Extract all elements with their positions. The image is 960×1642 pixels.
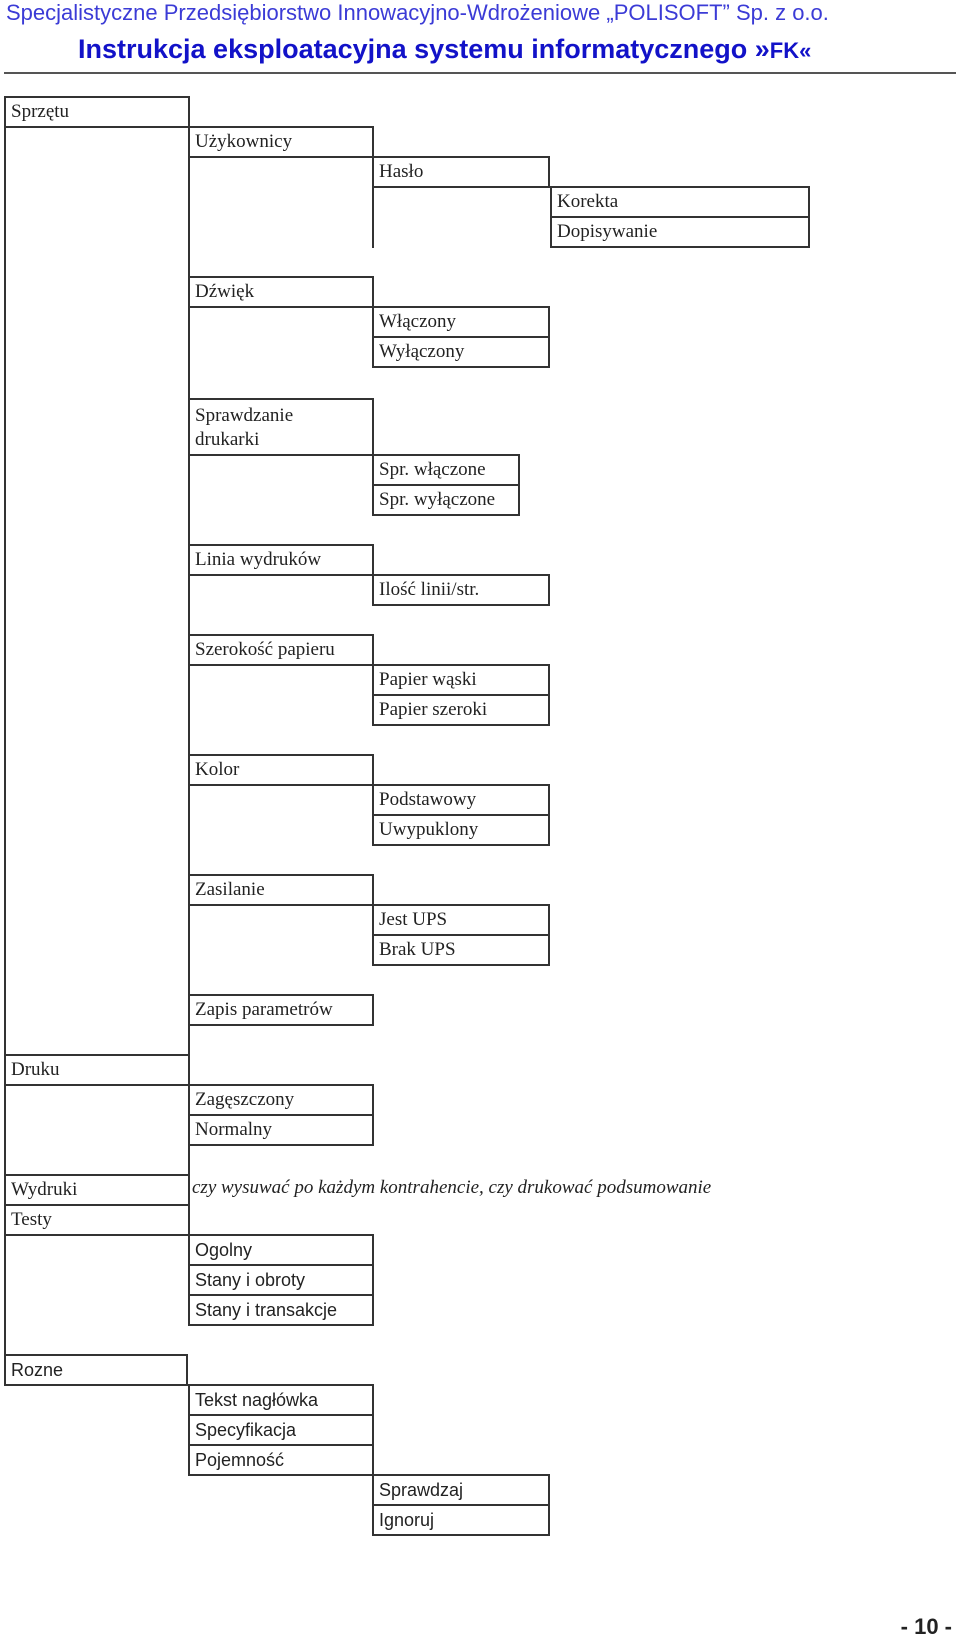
header-rule <box>4 72 956 74</box>
menu-brak-ups[interactable]: Brak UPS <box>372 934 550 966</box>
document-title <box>78 34 958 72</box>
menu-zapis-parametrow[interactable]: Zapis parametrów <box>188 994 374 1026</box>
menu-wydruki[interactable]: Wydruki <box>4 1174 190 1206</box>
menu-dopisywanie[interactable]: Dopisywanie <box>550 216 810 248</box>
menu-sprawdzanie-drukarki[interactable] <box>188 398 374 456</box>
menu-uwypuklony[interactable]: Uwypuklony <box>372 814 550 846</box>
menu-stany-obroty[interactable]: Stany i obroty <box>188 1264 374 1296</box>
menu-sprawdzaj[interactable]: Sprawdzaj <box>372 1474 550 1506</box>
menu-ilosc-linii[interactable]: Ilość linii/str. <box>372 574 550 606</box>
document-title-text: Instrukcja eksploatacyjna systemu informatycznego » <box>78 34 770 64</box>
menu-testy[interactable]: Testy <box>4 1204 190 1236</box>
menu-wylaczony[interactable]: Wyłączony <box>372 336 550 368</box>
menu-druku[interactable]: Druku <box>4 1054 190 1086</box>
menu-haslo[interactable]: Hasło <box>372 156 550 188</box>
menu-zasilanie[interactable]: Zasilanie <box>188 874 374 906</box>
menu-stany-transakcje[interactable]: Stany i transakcje <box>188 1294 374 1326</box>
page-number: - 10 - <box>900 1614 952 1639</box>
menu-spr-wlaczone[interactable]: Spr. włączone <box>372 454 520 486</box>
menu-papier-waski[interactable]: Papier wąski <box>372 664 550 696</box>
menu-szerokosc-papieru[interactable]: Szerokość papieru <box>188 634 374 666</box>
company-name: Specjalistyczne Przedsiębiorstwo Innowacyjno-Wdrożeniowe „POLISOFT” Sp. z o.o. <box>6 0 829 25</box>
menu-rozne[interactable]: Rozne <box>4 1354 188 1386</box>
menu-korekta[interactable]: Korekta <box>550 186 810 218</box>
menu-sprzetu[interactable]: Sprzętu <box>4 96 190 128</box>
sprawdzanie-line1: Sprawdzanie <box>195 405 294 426</box>
menu-linia-wydrukow[interactable]: Linia wydruków <box>188 544 374 576</box>
menu-dzwiek[interactable]: Dźwięk <box>188 276 374 308</box>
menu-normalny[interactable]: Normalny <box>188 1114 374 1146</box>
menu-tekst-naglowka[interactable]: Tekst nagłówka <box>188 1384 374 1416</box>
menu-ogolny[interactable]: Ogolny <box>188 1234 374 1266</box>
menu-wlaczony[interactable]: Włączony <box>372 306 550 338</box>
menu-zageszczony[interactable]: Zagęszczony <box>188 1084 374 1116</box>
menu-kolor[interactable]: Kolor <box>188 754 374 786</box>
tree-line-haslo <box>372 188 374 248</box>
tree-line-sprzetu <box>4 128 6 1058</box>
wydruki-note: czy wysuwać po każdym kontrahencie, czy drukować podsumowanie <box>192 1177 712 1198</box>
menu-spr-wylaczone[interactable]: Spr. wyłączone <box>372 484 520 516</box>
menu-specyfikacja[interactable]: Specyfikacja <box>188 1414 374 1446</box>
sprawdzanie-line2: drukarki <box>195 429 260 450</box>
document-title-mark: FK« <box>769 38 812 63</box>
menu-jest-ups[interactable]: Jest UPS <box>372 904 550 936</box>
menu-podstawowy[interactable]: Podstawowy <box>372 784 550 816</box>
menu-pojemnosc[interactable]: Pojemność <box>188 1444 374 1476</box>
menu-ignoruj[interactable]: Ignoruj <box>372 1504 550 1536</box>
menu-uzytkownicy[interactable]: Użykownicy <box>188 126 374 158</box>
menu-papier-szeroki[interactable]: Papier szeroki <box>372 694 550 726</box>
